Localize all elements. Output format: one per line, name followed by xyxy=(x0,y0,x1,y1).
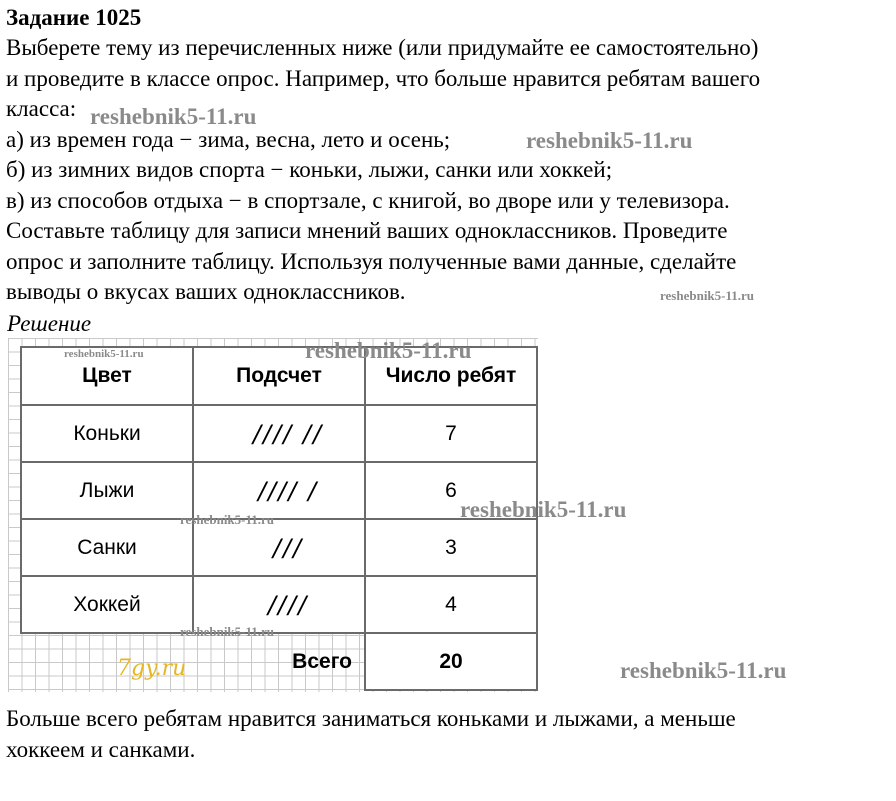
header-count: Подсчет xyxy=(193,347,365,405)
header-color: Цвет xyxy=(21,347,193,405)
row-name: Лыжи xyxy=(21,462,193,519)
watermark: reshebnik5-11.ru xyxy=(90,104,257,129)
task-line: б) из зимних видов спорта − коньки, лыжи, санки или хоккей; xyxy=(6,157,613,182)
row-count: 3 xyxy=(365,519,537,576)
watermark: reshebnik5-11.ru xyxy=(64,348,144,360)
task-line: Составьте таблицу для записи мнений ваших одноклассников. Проведите xyxy=(6,218,728,243)
table-row xyxy=(21,576,537,633)
row-count: 4 xyxy=(365,576,537,633)
watermark: reshebnik5-11.ru xyxy=(620,658,787,683)
solution-label: Решение xyxy=(7,311,92,336)
watermark: reshebnik5-11.ru xyxy=(526,128,693,153)
watermark: reshebnik5-11.ru xyxy=(305,338,472,363)
total-label: Всего xyxy=(292,650,352,673)
row-tally: //// / xyxy=(193,462,365,519)
task-line: опрос и заполните таблицу. Используя полученные вами данные, сделайте xyxy=(6,248,737,274)
task-line: в) из способов отдыха − в спортзале, с книгой, во дворе или у телевизора. xyxy=(6,187,730,213)
row-name: Коньки xyxy=(21,405,193,462)
task-title: Задание 1025 xyxy=(6,5,142,30)
task-text xyxy=(6,33,890,308)
row-tally: //// xyxy=(193,576,365,633)
watermark: reshebnik5-11.ru xyxy=(180,624,275,639)
row-tally: /// xyxy=(193,519,365,576)
watermark: reshebnik5-11.ru xyxy=(460,497,627,522)
header-number: Число ребят xyxy=(365,347,537,405)
row-count: 6 xyxy=(365,462,537,519)
watermark: reshebnik5-11.ru xyxy=(660,288,755,303)
task-line: а) из времен года − зима, весна, лето и осень; xyxy=(6,126,451,152)
task-line: Выберете тему из перечисленных ниже (или придумайте ее самостоятельно) xyxy=(6,35,759,60)
logo-7gy: 7gy.ru xyxy=(117,656,187,681)
watermark: reshebnik5-11.ru xyxy=(180,512,275,527)
table-row xyxy=(21,519,537,576)
task-line: и проведите в классе опрос. Например, что больше нравится ребятам вашего xyxy=(6,65,761,91)
row-tally: //// // xyxy=(193,405,365,462)
row-name: Санки xyxy=(21,519,193,576)
total-value: 20 xyxy=(365,633,537,690)
conclusion-line: хоккеем и санками. xyxy=(6,736,196,762)
table-row xyxy=(21,405,537,462)
conclusion-text xyxy=(6,704,890,765)
row-count: 7 xyxy=(365,405,537,462)
conclusion-line: Больше всего ребятам нравится заниматься коньками и лыжами, а меньше xyxy=(6,706,736,731)
task-line: класса: xyxy=(6,96,77,121)
task-line: выводы о вкусах ваших одноклассников. xyxy=(6,279,406,304)
row-name: Хоккей xyxy=(21,576,193,633)
table-total-row xyxy=(21,633,537,690)
